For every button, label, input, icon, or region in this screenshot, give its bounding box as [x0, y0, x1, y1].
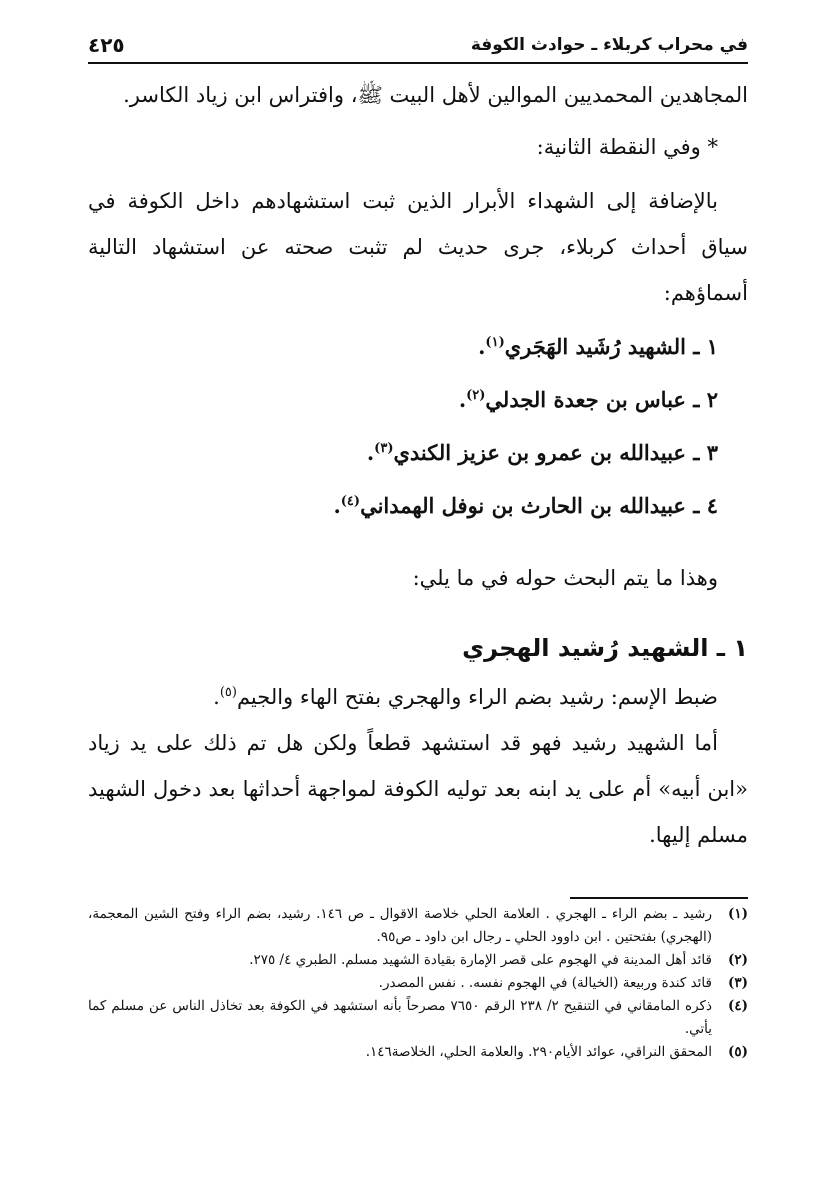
list-item: [88, 373, 718, 426]
section-heading: ١ ـ الشهيد رُشيد الهجري: [462, 634, 748, 662]
footnote-ref[interactable]: (٥): [219, 685, 237, 700]
list-item-text: ٣ ـ عبيدالله بن عمرو بن عزيز الكندي: [393, 440, 718, 465]
running-title: في محراب كربلاء ـ حوادث الكوفة: [470, 35, 748, 55]
intro-line: وهذا ما يتم البحث حوله في ما يلي:: [412, 566, 718, 590]
list-item-text: ٤ ـ عبيدالله بن الحارث بن نوفل الهمداني: [360, 493, 718, 518]
list-item-end: .: [458, 387, 467, 412]
continuation-paragraph: المجاهدين المحمديين الموالين لأهل البيت ﷺ، وافتراس ابن زياد الكاسر.: [123, 83, 748, 107]
list-item: [88, 320, 718, 373]
spelling-end: .: [213, 685, 220, 709]
footnote: [88, 903, 748, 949]
point-heading: * وفي النقطة الثانية:: [536, 135, 718, 159]
footnote-text: قائد كندة وربيعة (الخيالة) في الهجوم نفسه. . نفس المصدر.: [378, 975, 712, 991]
footnote-ref[interactable]: (٣): [374, 441, 394, 456]
footnote-text: المحقق النراقي، عوائد الأيام٢٩٠. والعلامة الحلي، الخلاصة١٤٦.: [365, 1044, 712, 1060]
footnote-divider: [570, 897, 748, 899]
list-item-text: ١ ـ الشهيد رُشَيد الهَجَري: [504, 334, 718, 359]
paragraph-rashid: أما الشهيد رشيد فهو قد استشهد قطعاً ولكن هل تم ذلك على يد زياد «ابن أبيه» أم على يد ابنه بعد توليه الكوفة لمواجهة أحداثها بعد دخول الشهيد مسلم إليها.: [88, 731, 748, 847]
list-item: [88, 426, 718, 479]
footnote: [88, 995, 748, 1041]
footnote-number: (٣): [727, 975, 748, 991]
footnote: [88, 972, 748, 995]
list-item: [88, 479, 718, 532]
footnote-text: قائد أهل المدينة في الهجوم على قصر الإمارة بقيادة الشهيد مسلم. الطبري ٤/ ٢٧٥.: [249, 952, 712, 968]
body-text: [88, 72, 748, 858]
list-item-end: .: [333, 493, 341, 518]
list-item-text: ٢ ـ عباس بن جعدة الجدلي: [485, 387, 718, 412]
page-header: [88, 28, 748, 64]
footnote-ref[interactable]: (٢): [466, 388, 486, 403]
list-item-end: .: [366, 440, 375, 465]
footnote-number: (١): [727, 906, 748, 922]
paragraph-names-intro: بالإضافة إلى الشهداء الأبرار الذين ثبت استشهادهم داخل الكوفة في سياق أحداث كربلاء، جرى حديث لم تثبت صحته عن استشهاد التالية أسماؤهم:: [88, 189, 748, 305]
footnote-text: رشيد ـ بضم الراء ـ الهجري . العلامة الحلي خلاصة الاقوال ـ ص ١٤٦. رشيد، بضم الراء وفتح الشين المعجمة، (الهجري) بفتحتين . ابن داوود الحلي ـ رجال ابن داود ـ ص٩٥.: [88, 906, 713, 945]
footnote-number: (٥): [727, 1044, 748, 1060]
footnote-ref[interactable]: (٤): [340, 494, 361, 509]
names-list: [88, 320, 748, 532]
list-item-end: .: [478, 334, 486, 359]
footnote: [88, 1041, 748, 1064]
page-number: ٤٢٥: [88, 33, 125, 57]
footnote-ref[interactable]: (١): [485, 335, 505, 350]
spelling-paragraph: [88, 674, 748, 720]
footnotes: [88, 903, 748, 1064]
footnote-text: ذكره المامقاني في التنقيح ٢/ ٢٣٨ الرقم ٧٦٥٠ مصرحاً بأنه استشهد في الكوفة بعد تخاذل الناس عن مسلم كما يأتي.: [88, 998, 712, 1037]
footnote-number: (٤): [727, 998, 748, 1014]
footnote: [88, 949, 748, 972]
spelling-text: ضبط الإسم: رشيد بضم الراء والهجري بفتح الهاء والجيم: [236, 685, 718, 709]
footnote-number: (٢): [727, 952, 748, 968]
